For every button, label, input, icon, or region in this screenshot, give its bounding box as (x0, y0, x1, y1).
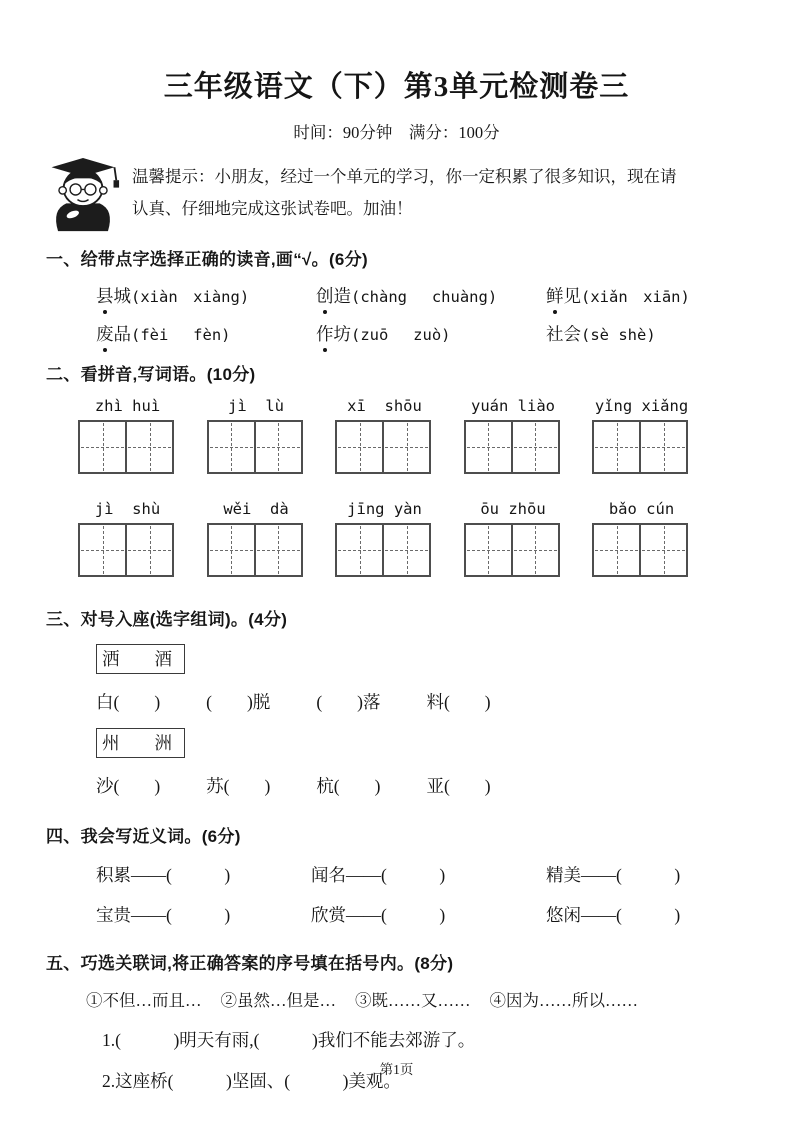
pinyin-grid-col (464, 500, 593, 577)
dotted-char: 鲜 (546, 283, 564, 308)
section-3-heading: 三、对号入座(选字组词)。(4分) (46, 610, 288, 629)
synonym-row-2 (96, 902, 751, 927)
pinyin-grid-group-2 (78, 500, 751, 577)
section-2-heading: 二、看拼音,写词语。(10分) (46, 365, 256, 384)
pinyin-label: jì shù (94, 500, 161, 518)
writing-grid (592, 523, 688, 577)
pinyin-label: yuán liào (471, 397, 555, 415)
pinyin-grid-col (78, 397, 207, 474)
word-item (546, 321, 751, 346)
writing-grid (78, 420, 174, 474)
writing-cell (254, 422, 301, 472)
writing-cell (337, 525, 382, 575)
tip-banner (46, 157, 751, 233)
writing-cell (594, 525, 639, 575)
pinyin-grid-col (464, 397, 593, 474)
writing-cell (639, 422, 686, 472)
fill-blank-item: 白( ) (96, 692, 161, 712)
sentence-item-1: 1.( )明天有雨,( )我们不能去郊游了。 (102, 1030, 476, 1050)
writing-cell (80, 525, 125, 575)
section-1-row-2 (96, 321, 751, 346)
synonym-item: 宝贵——( ) (96, 905, 231, 925)
writing-cell (209, 525, 254, 575)
pinyin-label: jīng yàn (347, 500, 422, 518)
pinyin-grid-col (207, 500, 336, 577)
char-choice-row-1 (96, 689, 751, 714)
dotted-char: 废 (96, 321, 114, 346)
synonym-row-1 (96, 862, 751, 887)
exam-time-score-meta: 时间：90分钟 满分：100分 (293, 123, 500, 142)
pinyin-label: wěi dà (223, 500, 289, 518)
tip-line-1: 温馨提示：小朋友，经过一个单元的学习，你一定积累了很多知识，现在请 (132, 167, 677, 186)
dotted-char: 县 (96, 283, 114, 308)
word-item (96, 283, 316, 308)
writing-grid (592, 420, 688, 474)
word-item (316, 283, 546, 308)
graduate-mascot-icon (46, 157, 120, 233)
pinyin-options: (xiǎn xiān) (581, 288, 690, 306)
word-rest: 见 (563, 286, 581, 306)
pinyin-grid-col (207, 397, 336, 474)
section-4-heading: 四、我会写近义词。(6分) (46, 827, 241, 846)
fill-blank-item: 亚( ) (426, 776, 491, 796)
section-1-row-1 (96, 283, 751, 308)
tip-text (120, 157, 677, 225)
writing-cell (511, 525, 558, 575)
writing-cell (209, 422, 254, 472)
pinyin-grid-col (592, 397, 721, 474)
writing-grid (78, 523, 174, 577)
char-choice-box-1: 洒 酒 (96, 644, 185, 674)
word-rest: 城 (113, 286, 131, 306)
section-3-character-choice (46, 605, 751, 798)
writing-cell (125, 525, 172, 575)
conjunction-option: ④因为……所以…… (489, 991, 638, 1010)
word-item (546, 283, 751, 308)
char-choice-box-2: 州 洲 (96, 728, 185, 758)
sentence-item-2: 2.这座桥( )坚固、( )美观。 (102, 1071, 401, 1091)
writing-cell (382, 525, 429, 575)
writing-cell (466, 422, 511, 472)
synonym-item: 积累——( ) (96, 865, 231, 885)
writing-grid (464, 420, 560, 474)
pinyin-options: (chàng chuàng) (351, 288, 498, 306)
writing-grid (207, 523, 303, 577)
word-rest: 造 (333, 286, 351, 306)
writing-grid (464, 523, 560, 577)
pinyin-grid-col (592, 500, 721, 577)
synonym-item: 欣赏——( ) (311, 905, 446, 925)
writing-cell (594, 422, 639, 472)
fill-blank-item: 料( ) (426, 692, 491, 712)
pinyin-options: (fèi fèn) (131, 326, 231, 344)
writing-cell (382, 422, 429, 472)
pinyin-grid-col (335, 500, 464, 577)
section-1-heading: 一、给带点字选择正确的读音,画“√。(6分) (46, 250, 368, 269)
writing-cell (125, 422, 172, 472)
char-choice-row-2 (96, 773, 751, 798)
conjunction-option: ②虽然…但是… (220, 991, 336, 1010)
fill-blank-item: 杭( ) (316, 776, 381, 796)
fill-blank-item: 苏( ) (206, 776, 271, 796)
section-5-heading: 五、巧选关联词,将正确答案的序号填在括号内。(8分) (46, 954, 454, 973)
synonym-item: 悠闲——( ) (546, 905, 681, 925)
synonym-item: 精美——( ) (546, 865, 681, 885)
pinyin-label: bǎo cún (608, 500, 675, 518)
word-rest: 品 (113, 324, 131, 344)
fill-blank-item: ( )落 (316, 692, 381, 712)
pinyin-label: yǐng xiǎng (594, 397, 689, 415)
word-item (316, 321, 546, 346)
writing-grid (207, 420, 303, 474)
fill-blank-item: 沙( ) (96, 776, 161, 796)
pinyin-label: ōu zhōu (480, 500, 546, 518)
pinyin-options: (zuō zuò) (351, 326, 451, 344)
pinyin-options: (xiàn xiàng) (131, 288, 250, 306)
word-item (96, 321, 316, 346)
conjunction-options (86, 987, 751, 1011)
dotted-char: 创 (316, 283, 334, 308)
conjunction-option: ①不但…而且… (86, 991, 202, 1010)
section-4-synonyms (46, 822, 751, 927)
pinyin-label: zhì huì (94, 397, 161, 415)
dotted-char: 作 (316, 321, 334, 346)
pinyin-grid-col (78, 500, 207, 577)
writing-cell (80, 422, 125, 472)
synonym-item: 闻名——( ) (311, 865, 446, 885)
word-rest: 坊 (333, 324, 351, 344)
pinyin-grid-group-1 (78, 397, 751, 474)
section-2-pinyin-writing (46, 360, 751, 577)
word-rest: 社会 (546, 324, 581, 344)
pinyin-label: jì lù (228, 397, 284, 415)
page-title: 三年级语文（下）第3单元检测卷三 (163, 71, 630, 103)
fill-blank-item: ( )脱 (206, 692, 271, 712)
pinyin-label: xī shōu (347, 397, 422, 415)
writing-cell (254, 525, 301, 575)
section-1-pronunciation (46, 245, 751, 346)
pinyin-options: (sè shè) (581, 326, 656, 344)
writing-cell (466, 525, 511, 575)
writing-grid (335, 523, 431, 577)
writing-cell (511, 422, 558, 472)
conjunction-option: ③既……又…… (355, 991, 471, 1010)
writing-grid (335, 420, 431, 474)
writing-cell (337, 422, 382, 472)
pinyin-grid-col (335, 397, 464, 474)
writing-cell (639, 525, 686, 575)
tip-line-2: 认真、仔细地完成这张试卷吧。加油！ (132, 199, 413, 219)
page-number: 第1页 (379, 1062, 414, 1077)
